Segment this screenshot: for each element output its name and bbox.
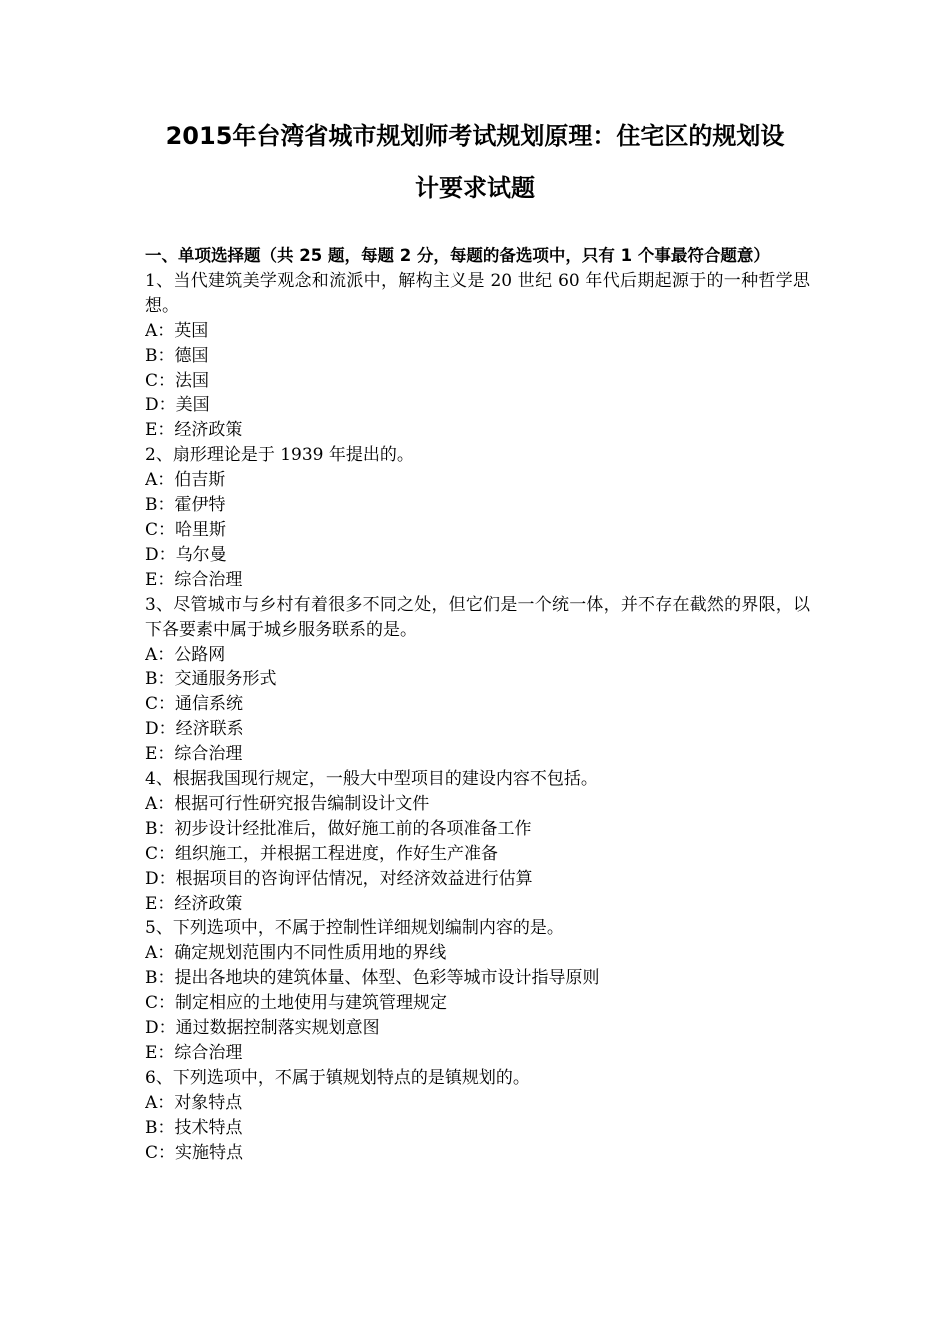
option-e: E：综合治理 [145,569,243,590]
option-c: C：法国 [145,370,210,391]
question-stem: 3、尽管城市与乡村有着很多不同之处，但它们是一个统一体，并不存在截然的界限，以下各要素中属于城乡服务联系的是。 [145,594,810,640]
option-a: A：根据可行性研究报告编制设计文件 [145,793,430,814]
question-5 [145,916,810,1065]
question-stem: 1、当代建筑美学观念和流派中，解构主义是 20 世纪 60 年代后期起源于的一种哲学思想。 [145,270,810,316]
question-3 [145,593,810,767]
option-e: E：综合治理 [145,744,243,765]
option-b: B：霍伊特 [145,495,226,516]
document-body [145,244,810,1166]
option-a: A：确定规划范围内不同性质用地的界线 [145,943,447,964]
question-stem: 5、下列选项中，不属于控制性详细规划编制内容的是。 [145,918,564,939]
option-b: B：提出各地块的建筑体量、体型、色彩等城市设计指导原则 [145,968,600,989]
option-b: B：交通服务形式 [145,669,277,690]
question-stem: 4、根据我国现行规定，一般大中型项目的建设内容不包括。 [145,769,598,790]
option-b: B：德国 [145,345,209,366]
option-b: B：技术特点 [145,1117,243,1138]
section-heading: 一、单项选择题（共 25 题，每题 2 分，每题的备选项中，只有 1 个事最符合题意） [145,246,770,265]
option-e: E：经济政策 [145,893,243,914]
option-e: E：综合治理 [145,1043,243,1063]
question-stem: 2、扇形理论是于 1939 年提出的。 [145,445,414,466]
option-c: C：组织施工，并根据工程进度，作好生产准备 [145,843,499,864]
option-b: B：初步设计经批准后，做好施工前的各项准备工作 [145,818,532,839]
option-d: D：通过数据控制落实规划意图 [145,1018,380,1039]
option-a: A：对象特点 [145,1092,243,1113]
option-c: C：通信系统 [145,694,244,715]
question-4 [145,767,810,916]
option-c: C：哈里斯 [145,519,227,540]
question-2 [145,443,810,592]
option-a: A：英国 [145,320,209,341]
option-a: A：公路网 [145,644,226,665]
option-d: D：美国 [145,395,210,416]
option-e: E：经济政策 [145,420,243,441]
question-1 [145,269,810,443]
document-title-line-1: 2015年台湾省城市规划师考试规划原理：住宅区的规划设 [165,122,785,150]
option-d: D：乌尔曼 [145,544,227,565]
option-a: A：伯吉斯 [145,470,226,491]
option-d: D：经济联系 [145,719,244,740]
option-c: C：实施特点 [145,1142,244,1163]
option-c: C：制定相应的土地使用与建筑管理规定 [145,993,448,1014]
question-stem: 6、下列选项中，不属于镇规划特点的是镇规划的。 [145,1067,530,1088]
question-6 [145,1066,810,1166]
document-title-line-2: 计要求试题 [415,174,535,202]
option-d: D：根据项目的咨询评估情况，对经济效益进行估算 [145,868,533,889]
